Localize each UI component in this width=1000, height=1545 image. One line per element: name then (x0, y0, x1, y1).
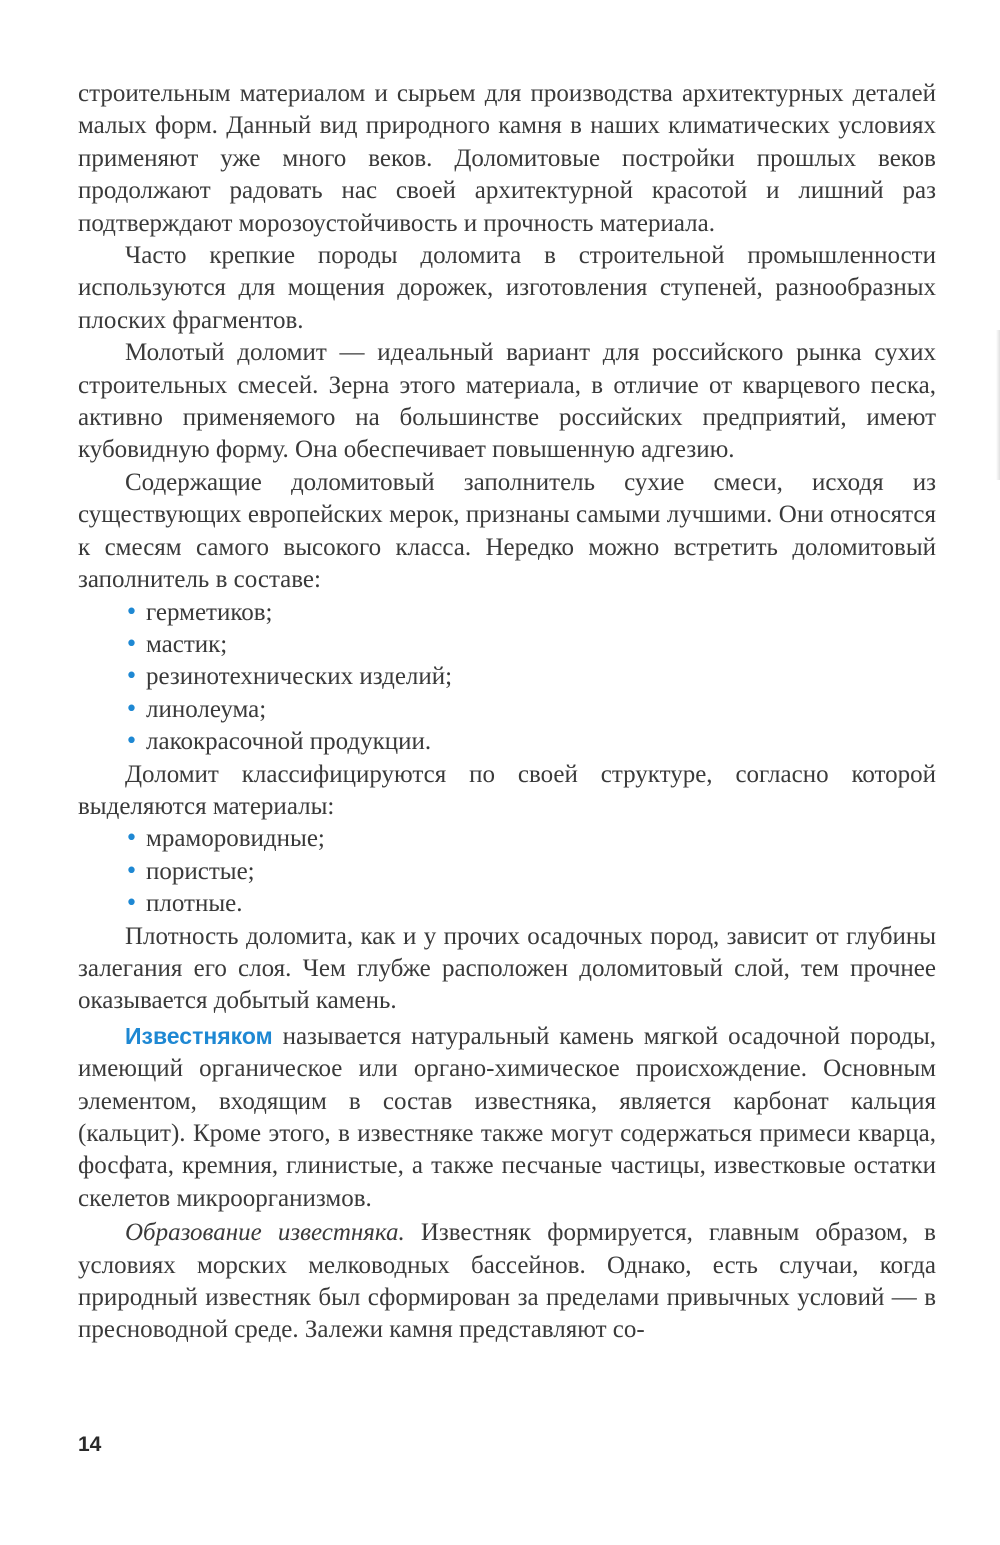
page-body (78, 78, 936, 1347)
list-item: • плотные. (125, 888, 936, 920)
paragraph-ground-dolomite: Молотый доломит — идеальный вариант для российского рынка сухих строительных смесей. Зерна этого материала, в отличие от кварцевого песка, активно применяемого на большинстве российских предприятий, имеют кубовидную форму. Она обеспечивает повышенную адгезию. (78, 339, 936, 464)
list-item: • пористые; (125, 856, 936, 888)
list-item: • мастик; (125, 629, 936, 661)
structure-list (78, 823, 936, 920)
list-item: • лакокрасочной продукции. (125, 726, 936, 758)
composition-list (78, 597, 936, 759)
list-item: • резинотехнических изделий; (125, 661, 936, 693)
paragraph-dry-mixes: Содержащие доломитовый заполнитель сухие смеси, исходя из существующих европейских мерок, признаны самыми лучшими. Они относятся к смесям самого высокого класса. Нередко можно встретить доломитовый заполнитель в составе: (78, 468, 936, 594)
bullet-icon: • (125, 664, 138, 690)
list-item: • мраморовидные; (125, 823, 936, 855)
list-item: • линолеума; (125, 694, 936, 726)
bullet-icon: • (125, 826, 138, 852)
bullet-icon: • (125, 631, 138, 657)
paragraph-classification: Доломит классифицируются по своей структуре, согласно которой выделяются материалы: (78, 760, 936, 820)
paragraph-density: Плотность доломита, как и у прочих осадочных пород, зависит от глубины залегания его слоя. Чем глубже расположен доломитовый слой, тем прочнее оказывается добытый камень. (78, 922, 936, 1015)
bullet-icon: • (125, 891, 138, 917)
bullet-icon: • (125, 599, 138, 625)
paragraph-dolomite-intro: строительным материалом и сырьем для производства архитектурных деталей малых форм. Данный вид природного камня в наших климатических условиях применяют уже много веков. Доломитовые постройки прошлых веков продолжают радовать нас своей архитектурной красотой и лишний раз подтверждают морозоустойчивость и прочность материала. (78, 80, 936, 237)
paragraph-limestone-formation: Образование известняка. Известняк формируется, главным образом, в условиях морских мелководных бассейнов. Однако, есть случаи, когда природный известняк был сформирован за пределами привычных условий — в пресноводной среде. Залежи камня представляют со- (78, 1219, 936, 1344)
bullet-icon: • (125, 696, 138, 722)
page-number: 14 (78, 1433, 102, 1456)
list-item: • герметиков; (125, 597, 936, 629)
section-lead: Образование известняка. (125, 1219, 405, 1247)
page-edge-shadow (996, 330, 1000, 480)
bullet-icon: • (125, 729, 138, 755)
paragraph-limestone-definition: Известняком называется натуральный камень мягкой осадочной породы, имеющий органическое или органо-химическое происхождение. Основным элементом, входящим в состав известняка, является карбонат кальция (кальцит). Кроме этого, в известняке также могут содержаться примеси кварца, фосфата, кремния, глинистые, а также песчаные частицы, известковые остатки скелетов микроорганизмов. (78, 1022, 936, 1212)
term-limestone: Известняком (125, 1022, 273, 1049)
bullet-icon: • (125, 858, 138, 884)
paragraph-dolomite-paving: Часто крепкие породы доломита в строительной промышленности используются для мощения дорожек, изготовления ступеней, разнообразных плоских фрагментов. (78, 242, 936, 334)
